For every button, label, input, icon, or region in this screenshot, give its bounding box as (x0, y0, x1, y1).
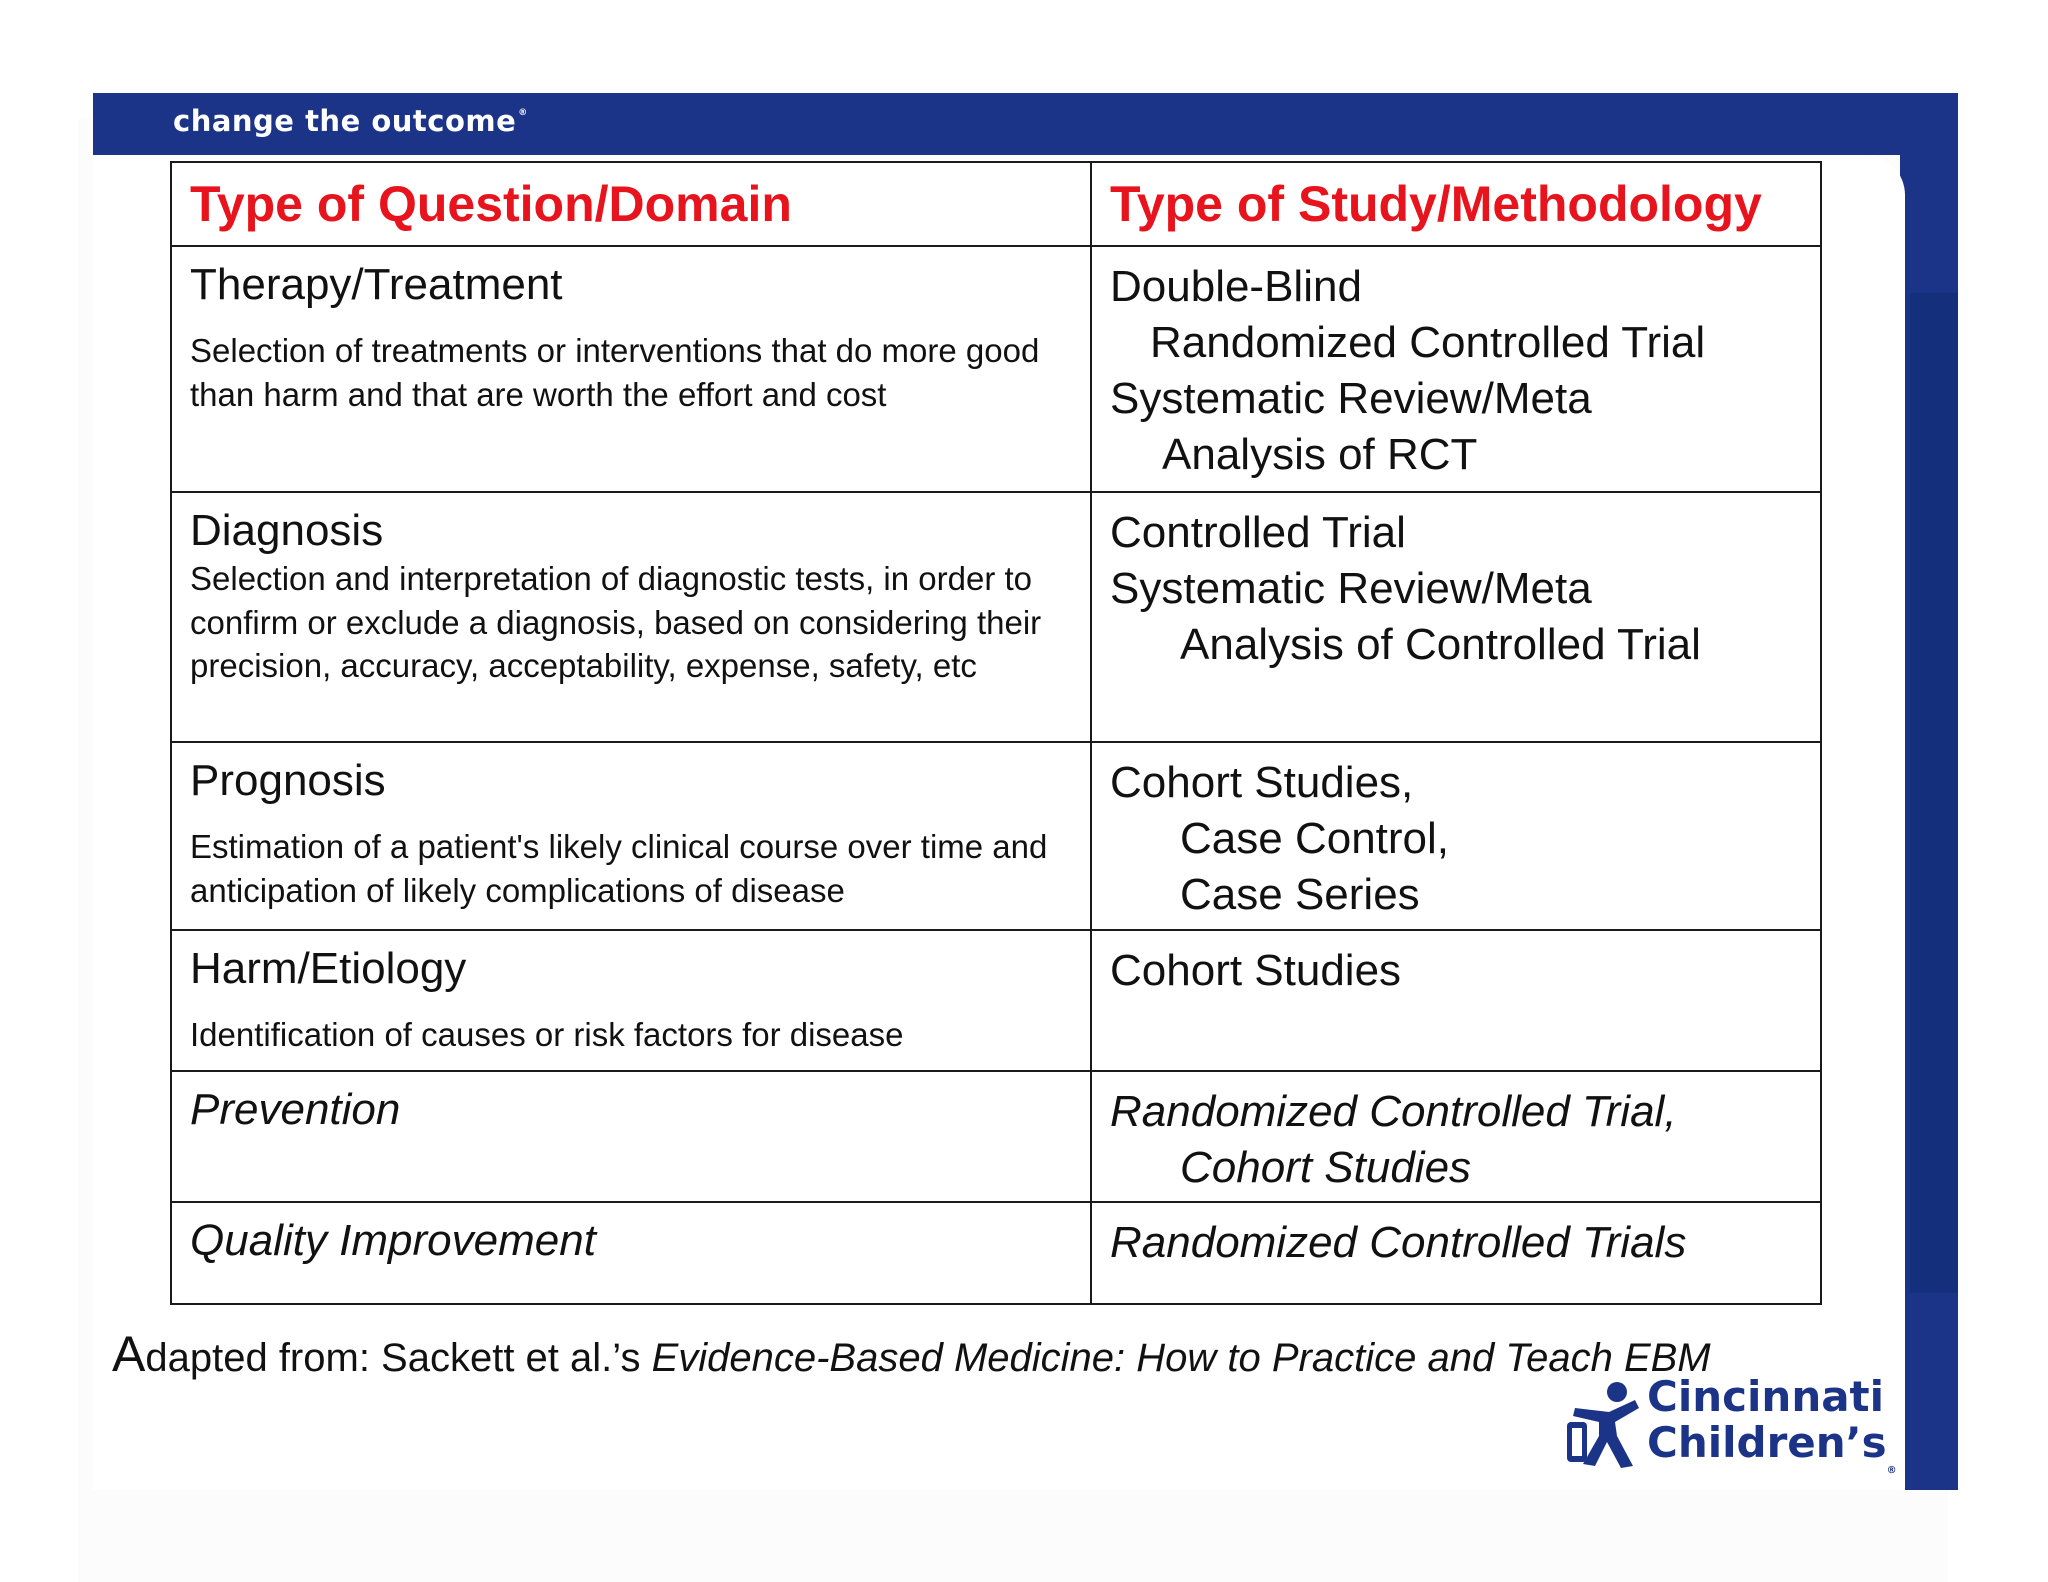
table-row-prognosis (171, 742, 1821, 930)
domain-title: Diagnosis (190, 506, 384, 555)
table-row-therapy (171, 246, 1821, 492)
methodology-cell (1091, 492, 1821, 742)
column-header-domain: Type of Question/Domain (171, 162, 1091, 246)
cincinnati-childrens-logo (1565, 1372, 1905, 1476)
method-item: Analysis of RCT (1162, 430, 1478, 479)
domain-cell (171, 246, 1091, 492)
domain-title: Harm/Etiology (190, 944, 467, 993)
domain-title: Therapy/Treatment (190, 260, 563, 309)
methodology-cell (1091, 1071, 1821, 1202)
citation-book-title: Evidence-Based Medicine: How to Practice and Teach EBM (651, 1336, 1711, 1380)
child-figure-icon (1565, 1378, 1645, 1470)
method-item: Double-Blind (1110, 262, 1362, 311)
table-row-diagnosis (171, 492, 1821, 742)
table-row-harm-etiology (171, 930, 1821, 1071)
methodology-list (1110, 259, 1802, 483)
methodology-cell (1091, 742, 1821, 930)
methodology-list (1110, 943, 1802, 999)
method-item: Randomized Controlled Trial, (1110, 1087, 1677, 1136)
domain-cell (171, 1202, 1091, 1304)
methodology-list (1110, 505, 1802, 673)
method-item: Cohort Studies, (1110, 758, 1414, 807)
methodology-list (1110, 1215, 1802, 1271)
methodology-cell (1091, 1202, 1821, 1304)
methodology-cell (1091, 246, 1821, 492)
methodology-list (1110, 1084, 1802, 1196)
table-header-row (171, 162, 1821, 246)
tagline: change the outcome ® (173, 104, 528, 138)
logo-wordmark: Cincinnati Children’s® (1647, 1372, 1897, 1476)
domain-description: Estimation of a patient's likely clinical course over time and anticipation of likely complications of disease (190, 828, 1048, 909)
method-item: Case Series (1180, 870, 1420, 919)
domain-cell (171, 742, 1091, 930)
table-row-prevention (171, 1071, 1821, 1202)
domain-description: Selection of treatments or interventions that do more good than harm and that are worth the effort and cost (190, 332, 1040, 413)
domain-cell (171, 1071, 1091, 1202)
method-item: Cohort Studies (1180, 1143, 1472, 1192)
domain-cell (171, 492, 1091, 742)
method-item: Cohort Studies (1110, 946, 1402, 995)
domain-title: Prognosis (190, 756, 386, 805)
ebm-study-type-table (170, 161, 1822, 1305)
method-item: Analysis of Controlled Trial (1180, 620, 1701, 669)
domain-cell (171, 930, 1091, 1071)
column-header-methodology: Type of Study/Methodology (1091, 162, 1821, 246)
method-item: Randomized Controlled Trial (1150, 318, 1706, 367)
domain-title: Quality Improvement (190, 1216, 596, 1265)
domain-description: Selection and interpretation of diagnostic tests, in order to confirm or exclude a diagnosis, based on considering their precision, accuracy, acceptability, expense, safety, etc (190, 560, 1042, 685)
method-item: Systematic Review/Meta (1110, 564, 1592, 613)
methodology-cell (1091, 930, 1821, 1071)
method-item: Systematic Review/Meta (1110, 374, 1592, 423)
table-row-quality-improvement (171, 1202, 1821, 1304)
method-item: Randomized Controlled Trials (1110, 1218, 1687, 1267)
method-item: Controlled Trial (1110, 508, 1406, 557)
methodology-list (1110, 755, 1802, 923)
source-citation: Adapted from: Sackett et al.’s Evidence-Based Medicine: How to Practice and Teach EBM (112, 1326, 1711, 1382)
right-accent-bar-inner (1910, 293, 1958, 1293)
domain-title: Prevention (190, 1085, 401, 1134)
method-item: Case Control, (1180, 814, 1450, 863)
domain-description: Identification of causes or risk factors for disease (190, 1016, 904, 1054)
